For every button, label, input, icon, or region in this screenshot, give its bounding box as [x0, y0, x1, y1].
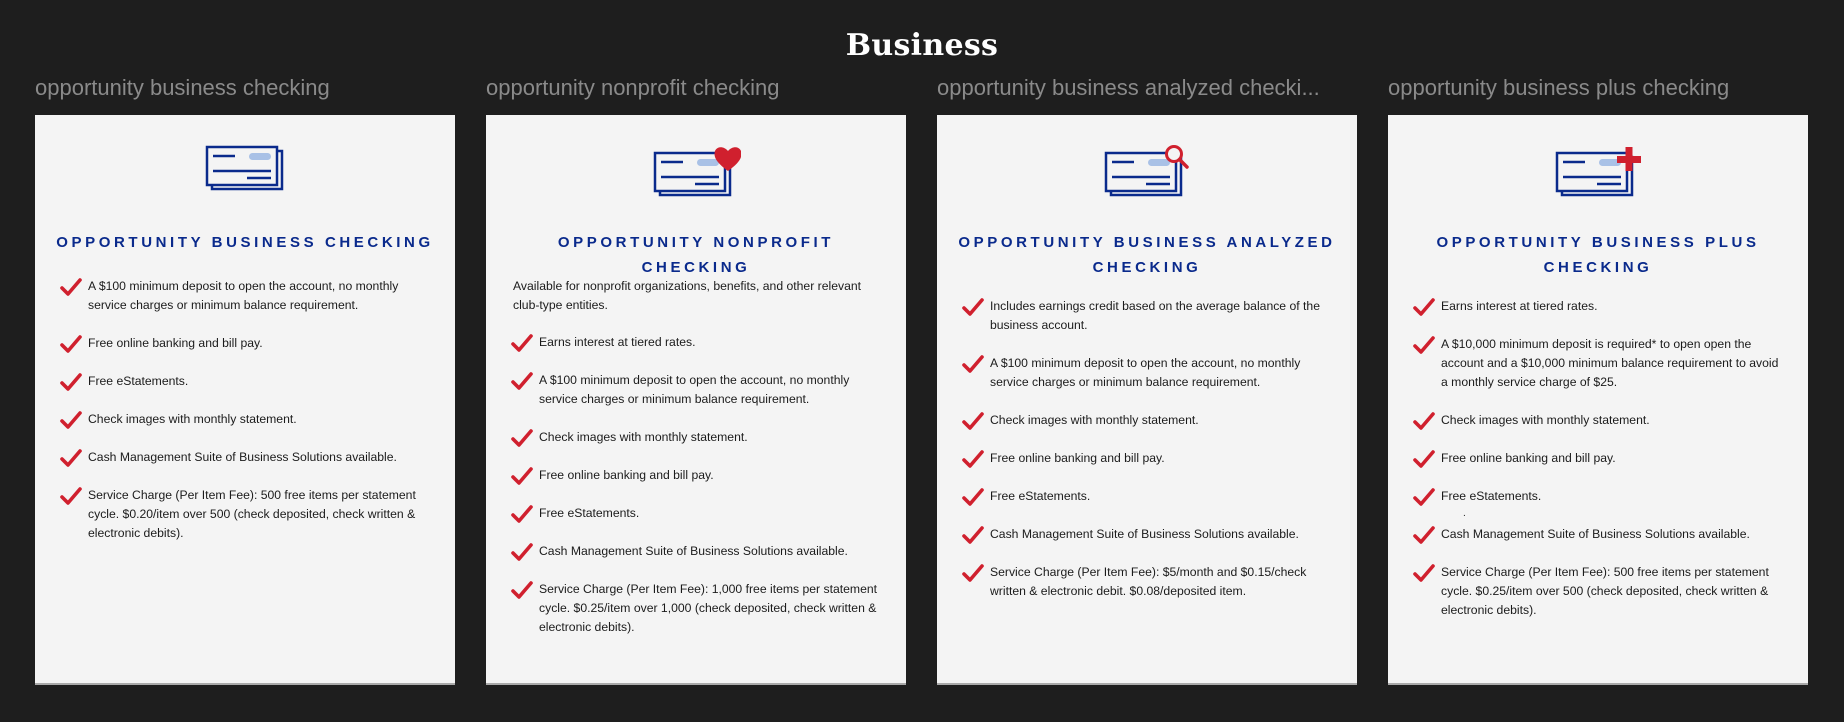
feature-item: Service Charge (Per Item Fee): $5/month and $0.15/check written & electronic debit. $0.08/deposited item. — [962, 563, 1332, 601]
checkmark-icon — [962, 355, 984, 373]
feature-item: Cash Management Suite of Business Solutions available. — [511, 542, 881, 561]
frame-analyzed-checking — [937, 74, 1357, 685]
feature-item: Free eStatements. — [1413, 487, 1783, 506]
feature-item: Service Charge (Per Item Fee): 1,000 free items per statement cycle. $0.25/item over 1,000 (check deposited, check written & electronic debits). — [511, 580, 881, 637]
checkmark-icon — [962, 298, 984, 316]
feature-item: Service Charge (Per Item Fee): 500 free items per statement cycle. $0.20/item over 500 (check deposited, check written & electronic debits). — [60, 486, 430, 543]
feature-item: Free online banking and bill pay. — [60, 334, 430, 353]
feature-item: A $100 minimum deposit to open the account, no monthly service charges or minimum balance requirement. — [962, 354, 1332, 392]
feature-item: Includes earnings credit based on the average balance of the business account. — [962, 297, 1332, 335]
check-icon — [35, 145, 455, 205]
feature-list — [962, 297, 1332, 620]
checkmark-icon — [60, 487, 82, 505]
frame-business-plus-checking — [1388, 74, 1808, 685]
check-magnifier-icon — [937, 145, 1357, 205]
checkmark-icon — [511, 543, 533, 561]
checkmark-icon — [962, 526, 984, 544]
feature-item: A $100 minimum deposit to open the account, no monthly service charges or minimum balance requirement. — [511, 371, 881, 409]
frame-label[interactable]: opportunity nonprofit checking — [486, 75, 780, 100]
stray-mark: . — [1463, 508, 1466, 519]
feature-item: Free eStatements. — [511, 504, 881, 523]
checkmark-icon — [962, 450, 984, 468]
feature-item: Check images with monthly statement. — [1413, 411, 1783, 430]
feature-item: Free eStatements. — [962, 487, 1332, 506]
checkmark-icon — [511, 581, 533, 599]
checkmark-icon — [962, 564, 984, 582]
feature-item: Check images with monthly statement. — [511, 428, 881, 447]
checkmark-icon — [511, 429, 533, 447]
check-plus-icon — [1388, 145, 1808, 205]
checkmark-icon — [1413, 450, 1435, 468]
feature-item: Cash Management Suite of Business Solutions available. — [1413, 525, 1783, 544]
card-title: OPPORTUNITY BUSINESS CHECKING — [56, 234, 434, 251]
product-card — [486, 115, 906, 685]
card-title: OPPORTUNITY NONPROFIT CHECKING — [557, 234, 835, 276]
frame-label[interactable]: opportunity business analyzed checki... — [937, 75, 1320, 100]
feature-item: Cash Management Suite of Business Solutions available. — [962, 525, 1332, 544]
feature-item: Free online banking and bill pay. — [962, 449, 1332, 468]
feature-item: Check images with monthly statement. — [962, 411, 1332, 430]
checkmark-icon — [1413, 564, 1435, 582]
card-title: OPPORTUNITY BUSINESS ANALYZED CHECKING — [958, 234, 1336, 276]
feature-item: Free online banking and bill pay. — [1413, 449, 1783, 468]
checkmark-icon — [511, 505, 533, 523]
frame-label[interactable]: opportunity business checking — [35, 75, 330, 100]
checkmark-icon — [1413, 488, 1435, 506]
checkmark-icon — [60, 449, 82, 467]
checkmark-icon — [60, 278, 82, 296]
feature-item: Earns interest at tiered rates. — [1413, 297, 1783, 316]
checkmark-icon — [962, 412, 984, 430]
checkmark-icon — [511, 334, 533, 352]
card-intro: Available for nonprofit organizations, benefits, and other relevant club-type entities. — [513, 279, 862, 312]
checkmark-icon — [1413, 336, 1435, 354]
checkmark-icon — [1413, 412, 1435, 430]
checkmark-icon — [60, 411, 82, 429]
feature-list — [1413, 297, 1783, 639]
feature-list — [60, 277, 430, 562]
frame-nonprofit-checking — [486, 74, 906, 685]
frame-business-checking — [35, 74, 455, 685]
feature-item: Service Charge (Per Item Fee): 500 free items per statement cycle. $0.25/item over 500 (check deposited, check written & electronic debits). — [1413, 563, 1783, 620]
checkmark-icon — [962, 488, 984, 506]
feature-list — [511, 277, 881, 656]
feature-item: A $100 minimum deposit to open the account, no monthly service charges or minimum balance requirement. — [60, 277, 430, 315]
checkmark-icon — [511, 467, 533, 485]
feature-item: Free online banking and bill pay. — [511, 466, 881, 485]
card-title: OPPORTUNITY BUSINESS PLUS CHECKING — [1436, 234, 1760, 276]
feature-item: A $10,000 minimum deposit is required* to open open the account and a $10,000 minimum balance requirement to avoid a monthly service charge of $25. — [1413, 335, 1783, 392]
feature-item: Check images with monthly statement. — [60, 410, 430, 429]
product-card — [35, 115, 455, 685]
checkmark-icon — [1413, 298, 1435, 316]
feature-item: Cash Management Suite of Business Solutions available. — [60, 448, 430, 467]
feature-item: Earns interest at tiered rates. — [511, 333, 881, 352]
page-title: Business — [845, 28, 999, 63]
check-heart-icon — [486, 145, 906, 205]
product-card — [1388, 115, 1808, 685]
frame-label[interactable]: opportunity business plus checking — [1388, 75, 1730, 100]
checkmark-icon — [60, 373, 82, 391]
product-card — [937, 115, 1357, 685]
feature-item: Free eStatements. — [60, 372, 430, 391]
checkmark-icon — [511, 372, 533, 390]
checkmark-icon — [1413, 526, 1435, 544]
checkmark-icon — [60, 335, 82, 353]
